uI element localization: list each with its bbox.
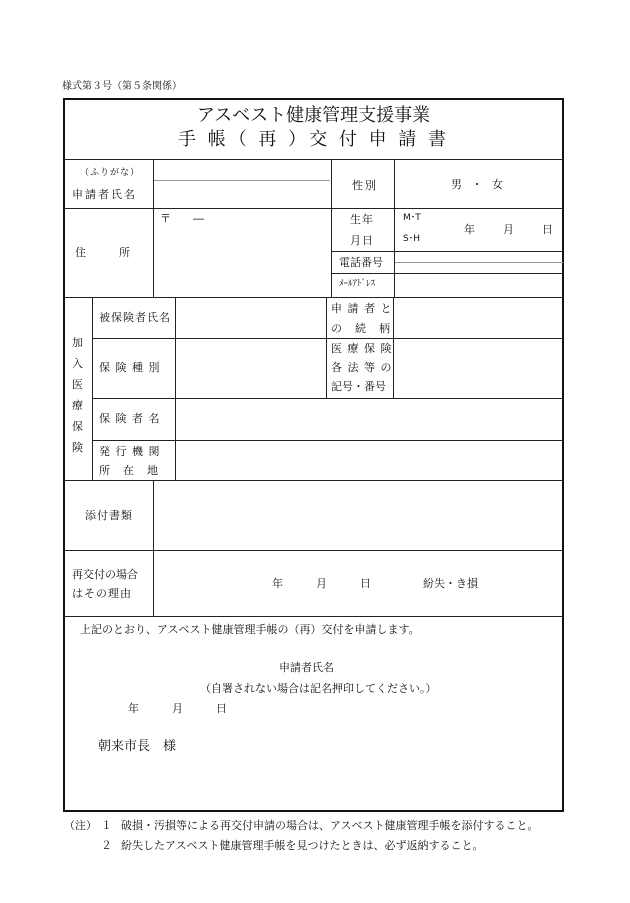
insurer-name-field[interactable]	[177, 400, 562, 439]
birth-label-1: 生年	[350, 213, 374, 226]
applicant-name-field[interactable]	[155, 182, 330, 207]
grid-line	[92, 398, 563, 399]
insurance-symbol-label-3: 記号・番号	[331, 380, 386, 393]
grid-line	[92, 440, 563, 441]
grid-line	[175, 297, 176, 480]
declaration-statement: 上記のとおり、アスベスト健康管理手帳の（再）交付を申請します。	[80, 623, 420, 636]
insurance-group-char: 療	[72, 399, 83, 412]
issuer-address-field[interactable]	[177, 442, 562, 479]
reissue-label-1: 再交付の場合	[72, 568, 138, 581]
attachments-field[interactable]	[155, 482, 562, 549]
grid-line	[92, 297, 93, 480]
relation-label-2: の 続 柄	[331, 322, 391, 335]
furigana-field[interactable]	[155, 161, 330, 179]
insurance-group-char: 医	[72, 378, 83, 391]
address-field[interactable]	[155, 228, 330, 296]
grid-line	[64, 550, 563, 551]
insurance-group-char: 入	[72, 357, 83, 370]
grid-line	[331, 159, 332, 297]
phone-field[interactable]	[396, 253, 562, 272]
form-title-line2: 手 帳（ 再 ）交 付 申 請 書	[177, 129, 450, 150]
era-option-sh[interactable]: S･H	[403, 234, 420, 244]
attachments-label: 添付書類	[85, 509, 133, 522]
insurance-group-char: 保	[72, 420, 83, 433]
birth-date-text: 年 月 日	[464, 223, 555, 236]
reissue-date-text: 年 月 日	[272, 577, 371, 590]
note-1-text: 破損・汚損等による再交付申請の場合は、アスベスト健康管理手帳を添付すること。	[121, 819, 539, 832]
issuer-label-1: 発 行 機 関	[99, 445, 161, 458]
insured-name-label: 被保険者氏名	[99, 311, 171, 324]
sex-label: 性別	[352, 179, 378, 192]
addressee: 朝来市長 様	[98, 739, 177, 754]
insurance-symbol-field[interactable]	[395, 340, 562, 397]
notes-prefix: （注）	[64, 819, 97, 832]
issuer-label-2: 所 在 地	[99, 464, 159, 477]
note-2-text: 紛失したアスベスト健康管理手帳を見つけたときは、必ず返納すること。	[121, 839, 484, 852]
note-2-number: ２	[101, 839, 112, 852]
furigana-divider	[153, 180, 330, 181]
grid-line	[64, 616, 563, 617]
grid-line	[64, 480, 563, 481]
relation-field[interactable]	[395, 299, 562, 337]
insurer-name-label: 保 険 者 名	[99, 412, 161, 425]
reissue-label-2: はその理由	[72, 587, 132, 600]
birth-label-2: 月日	[350, 234, 374, 247]
declaration-applicant-name-label: 申請者氏名	[279, 661, 334, 674]
grid-line	[153, 159, 154, 297]
signature-note: （自署されない場合は記名押印してください。）	[200, 682, 437, 695]
grid-line	[64, 159, 563, 160]
insurance-group-char: 加	[72, 336, 83, 349]
form-title-line1: アスベスト健康管理支援事業	[196, 105, 431, 126]
sex-options[interactable]: 男 ・ 女	[451, 178, 506, 191]
insurance-type-field[interactable]	[177, 340, 325, 397]
grid-line	[64, 297, 563, 298]
insurance-group-label	[72, 332, 84, 458]
applicant-name-label: 申請者氏名	[72, 188, 137, 201]
grid-line	[394, 159, 395, 297]
reissue-reason-options[interactable]: 紛失・き損	[423, 577, 478, 590]
phone-label: 電話番号	[339, 256, 383, 269]
declaration-date-text: 年 月 日	[128, 702, 227, 715]
email-field[interactable]	[396, 275, 562, 296]
postal-mark: 〒 ―	[160, 212, 204, 225]
insurance-symbol-label-2: 各 法 等 の	[331, 361, 393, 374]
grid-line	[153, 480, 154, 616]
era-option-mt[interactable]: M･T	[403, 213, 421, 223]
insurance-group-char: 険	[72, 441, 83, 454]
grid-line	[331, 251, 563, 252]
relation-label-1: 申 請 者 と	[331, 302, 393, 315]
insured-name-field[interactable]	[177, 299, 325, 337]
grid-line	[326, 297, 327, 398]
note-1-number: １	[101, 819, 112, 832]
grid-line	[331, 273, 563, 274]
grid-line	[92, 338, 563, 339]
address-label: 住 所	[75, 246, 130, 259]
email-label: ﾒｰﾙｱﾄﾞﾚｽ	[339, 279, 376, 289]
grid-line	[393, 297, 394, 398]
furigana-label: （ふりがな）	[80, 168, 141, 178]
form-number: 様式第３号（第５条関係）	[62, 81, 182, 92]
insurance-type-label: 保 険 種 別	[99, 361, 161, 374]
grid-line	[64, 208, 563, 209]
insurance-symbol-label-1: 医 療 保 険	[331, 342, 393, 355]
